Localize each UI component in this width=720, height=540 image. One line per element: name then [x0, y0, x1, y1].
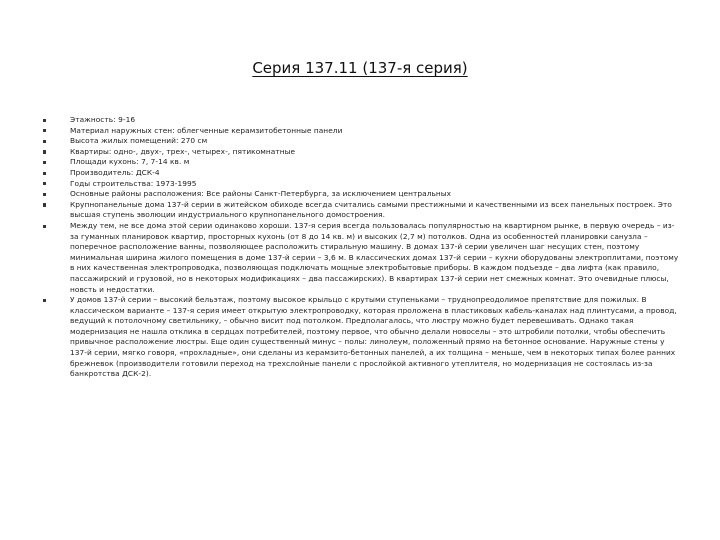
bullet-icon	[43, 203, 46, 206]
bullet-icon	[43, 150, 46, 153]
bullet-text: Площади кухонь: 7, 7-14 кв. м	[70, 157, 190, 167]
bullet-icon	[43, 182, 46, 185]
bullet-item-wall-material	[43, 126, 683, 137]
bullet-icon	[43, 193, 46, 196]
bullet-item-years	[43, 179, 683, 190]
bullet-text: Этажность: 9-16	[70, 115, 136, 124]
bullet-icon	[43, 161, 46, 164]
bullet-text: Годы строительства: 1973-1995	[70, 178, 197, 188]
bullet-item-advantages	[43, 221, 683, 295]
bullet-item-manufacturer	[43, 168, 683, 179]
bullet-text: Между тем, не все дома этой серии одинаково хороши. 137-я серия всегда пользовалась популярностью на квартирном рынке, в первую очередь – из-за гуманных планировок квартир, просторных кухонь (от 8 до 14 кв. м) и высоких (2,7 м) потолков. Одна из особенностей планировки санузла – поперечное расположение ванны, позволяющее расположить стиральную машину. В домах 137-й серии увеличен шаг несущих стен, поэтому минимальная ширина жилого помещения в доме 137-й серии – 3,6 м. В классических домах 137-й серии – кухни оборудованы электроплитами, поэтому в них качественная электропроводка, позволяющая подключать мощные электробытовые приборы. В каждом подъезде – два лифта (как правило, пассажирский и грузовой, но в некоторых модификациях – два пассажирских). В квартирах 137-й серии нет смежных комнат. Это очевидные плюсы, новсть и недостатки.	[70, 220, 679, 294]
bullet-icon	[43, 140, 46, 143]
bullet-item-apartments	[43, 147, 683, 158]
slide-title: Серия 137.11 (137-я серия)	[252, 59, 468, 77]
bullet-icon	[43, 119, 46, 122]
bullet-text: У домов 137-й серии – высокий бельэтаж, поэтому высокое крыльцо с крутыми ступеньками – труднопреодолимое препятствие для пожилых. В классическом варианте – 137-я серия имеет открытую электропроводку, которая проложена в пластиковых кабель-каналах над плинтусами, а провод, ведущий к потолочному светильнику, – обычно висит под потолком. Предполагалось, что люстру можно будет перевешивать. Однако такая модернизация не нашла отклика в сердцах потребителей, поэтому первое, что обычно делали новоселы – это штробили потолки, чтобы обеспечить привычное расположение люстры. Еще один существенный минус – полы: линолеум, положенный прямо на бетонное основание. Наружные стены у 137-й серии, мягко говоря, «прохладные», они сделаны из керамзито-бетонных панелей, а их толщина – меньше, чем в некоторых типах более ранних брежневок (производители готовили переход на трехслойные панели с прослойкой активного утеплителя, но модернизация не состоялась из-за банкротства ДСК-2).	[70, 295, 677, 379]
bullet-item-ceiling-height	[43, 136, 683, 147]
bullet-item-kitchen-area	[43, 157, 683, 168]
bullet-item-districts	[43, 189, 683, 200]
bullet-text: Основные районы расположения: Все районы Санкт-Петербурга, за исключением центральных	[70, 189, 452, 199]
bullet-text: Материал наружных стен: облегченные керамзитобетонные панели	[70, 125, 343, 135]
bullet-list	[43, 115, 683, 380]
bullet-icon	[43, 172, 46, 175]
bullet-item-floors	[43, 115, 683, 126]
bullet-icon	[43, 225, 46, 228]
bullet-item-prestige	[43, 200, 683, 221]
bullet-text: Крупнопанельные дома 137-й серии в житейском обиходе всегда считались самыми престижными и качественными из всех панельных построек. Это высшая ступень эволюции индустриального крупнопанельного домостроения.	[70, 199, 672, 220]
bullet-text: Производитель: ДСК-4	[70, 167, 160, 177]
bullet-icon	[43, 299, 46, 302]
bullet-text: Квартиры: одно-, двух-, трех-, четырех-, пятикомнатные	[70, 146, 296, 156]
bullet-text: Высота жилых помещений: 270 см	[70, 136, 208, 146]
bullet-icon	[43, 129, 46, 132]
bullet-item-disadvantages	[43, 295, 683, 380]
